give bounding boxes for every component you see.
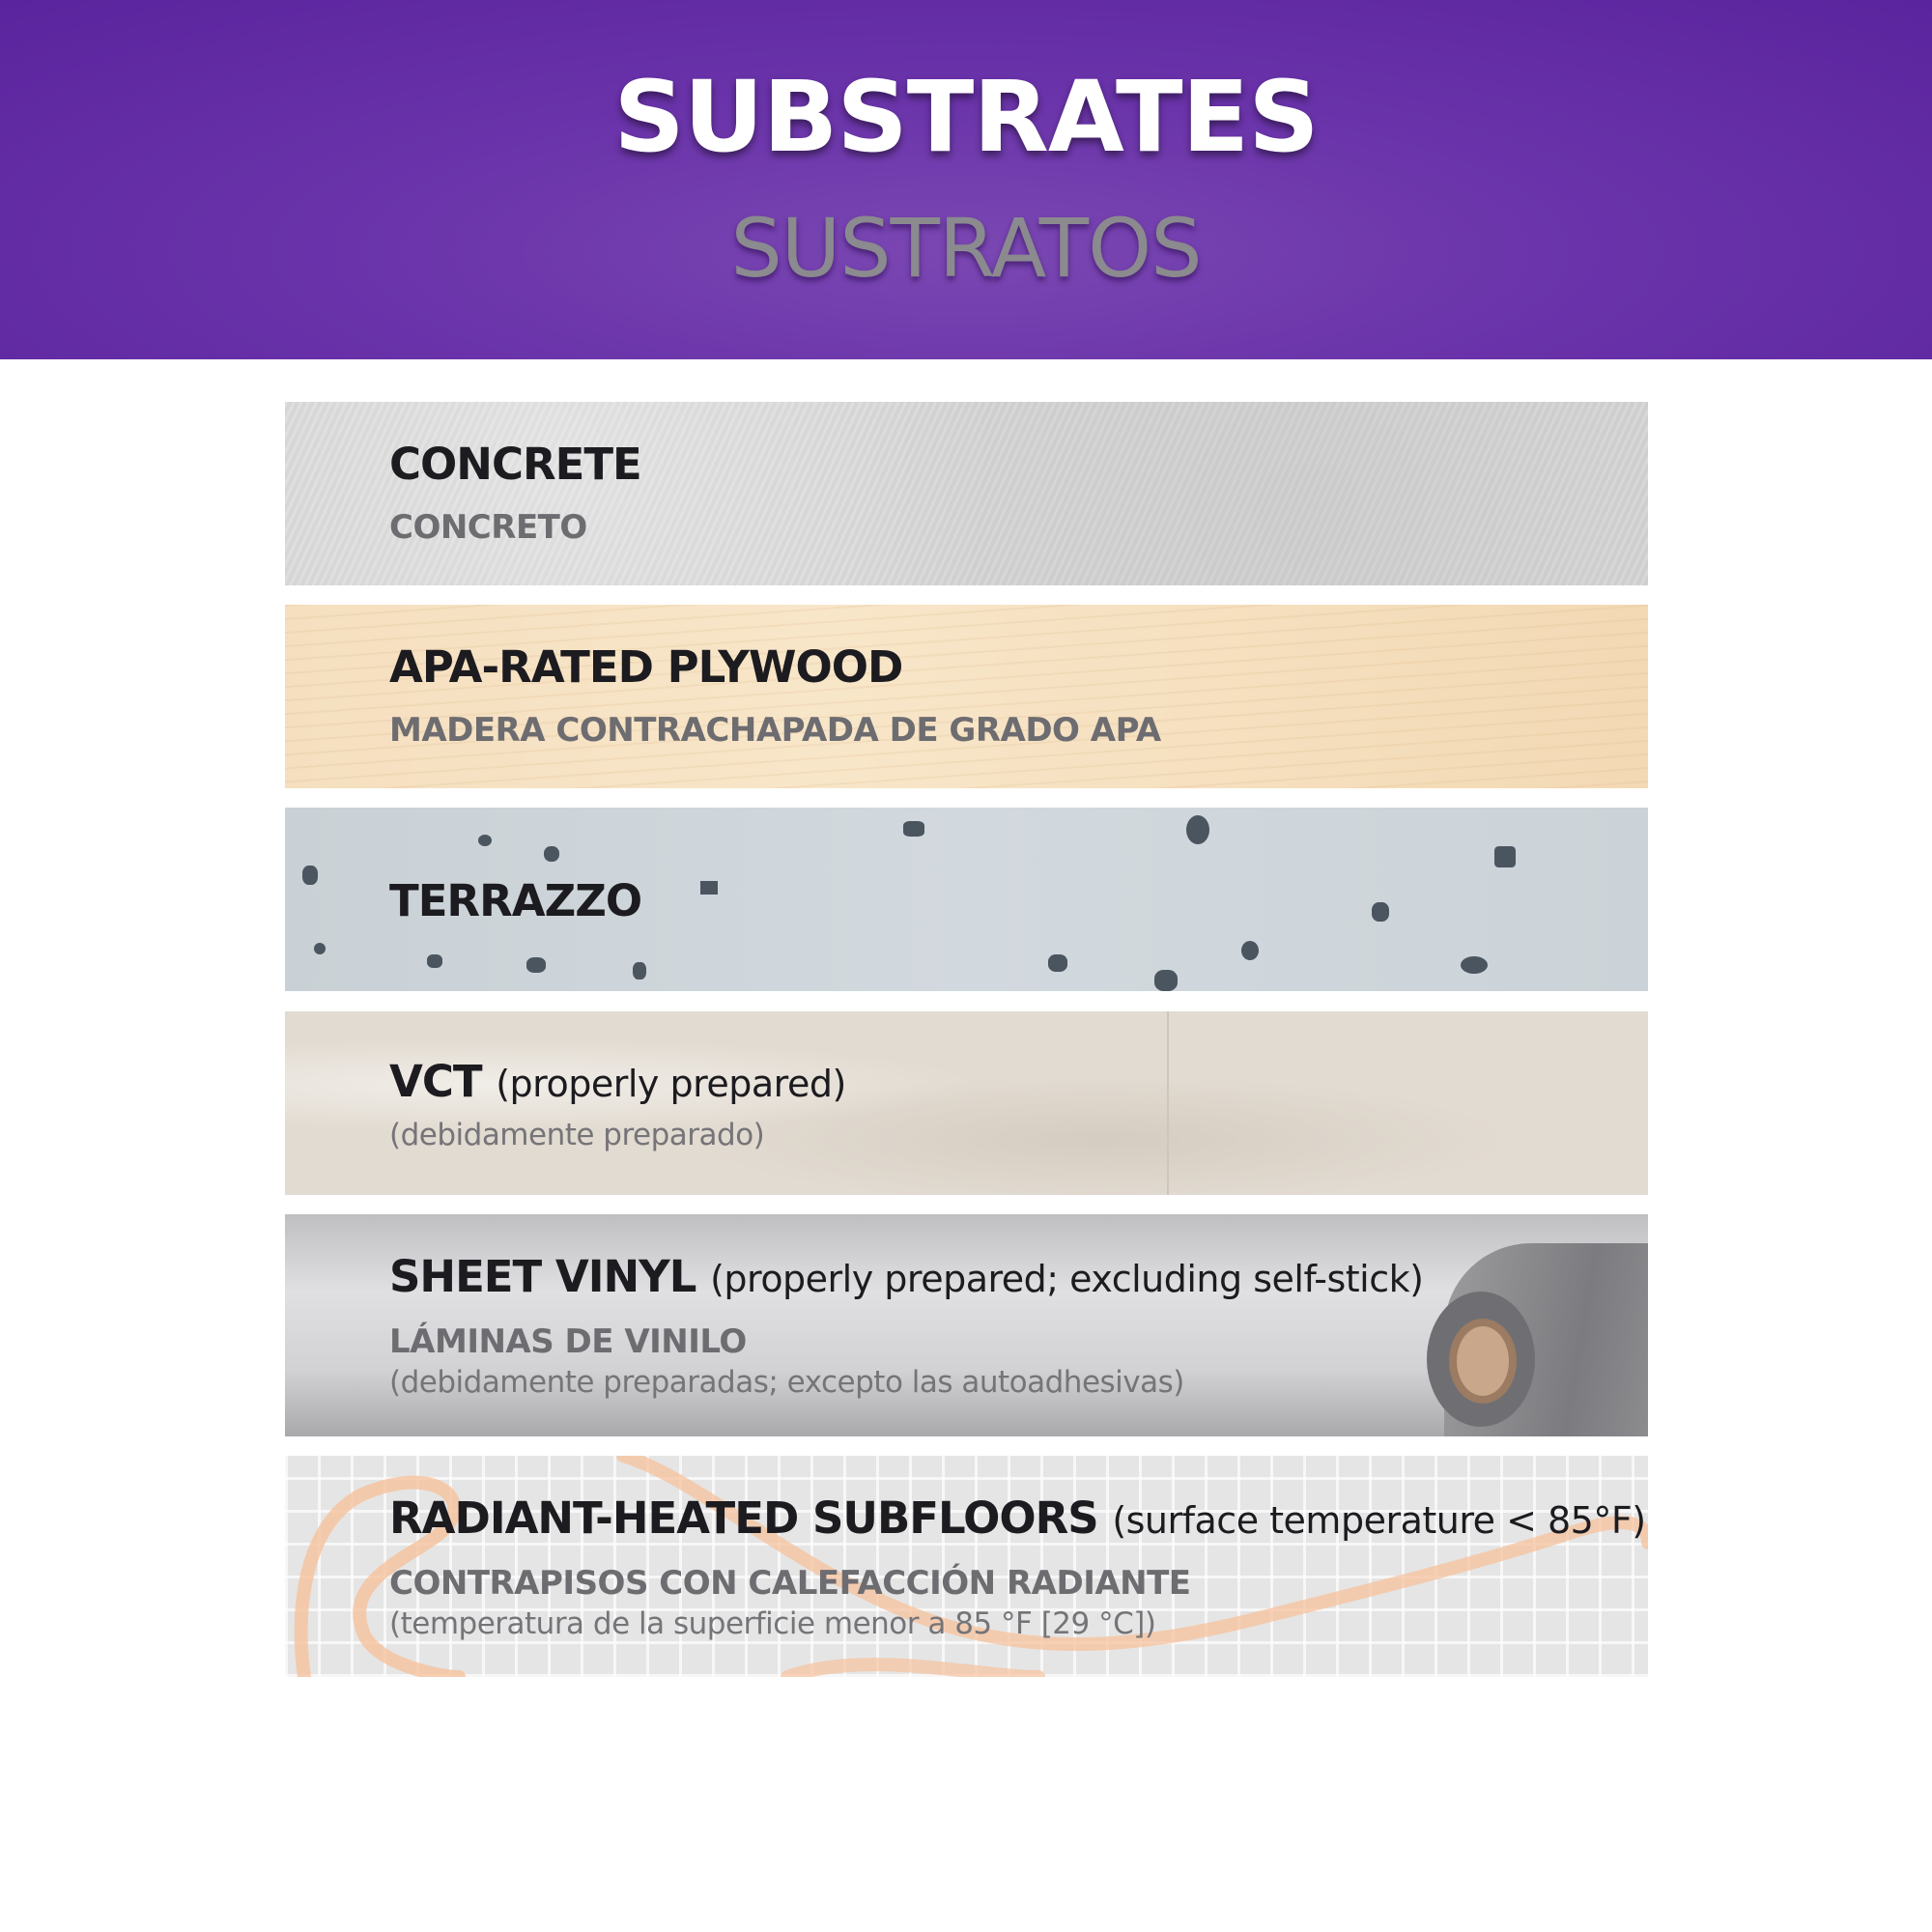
terrazzo-chip [427,954,442,968]
substrate-title: CONCRETE [389,439,641,490]
terrazzo-chip [700,881,718,895]
substrate-title-es: CONTRAPISOS CON CALEFACCIÓN RADIANTE [389,1564,1191,1603]
terrazzo-chip [526,957,546,973]
substrate-note-es: (debidamente preparado) [389,1118,765,1152]
terrazzo-chip [544,846,559,862]
substrate-note: (surface temperature < 85°F) [1112,1499,1646,1542]
terrazzo-chip [1461,956,1488,974]
terrazzo-chip [1186,815,1209,844]
substrate-title-es: LÁMINAS DE VINILO [389,1322,747,1361]
substrate-note-es: (debidamente preparadas; excepto las autoadhesivas) [389,1365,1184,1400]
terrazzo-chip [478,835,492,846]
terrazzo-chip [1494,846,1516,867]
terrazzo-chip [1048,954,1067,972]
substrate-name: SHEET VINYL [389,1251,696,1302]
substrate-radiant-heated [285,1456,1648,1677]
substrate-plywood [285,605,1648,788]
substrate-title: APA-RATED PLYWOOD [389,641,903,693]
substrate-title [389,1492,1646,1544]
terrazzo-chip [1241,941,1259,960]
substrate-terrazzo [285,808,1648,991]
substrate-title: TERRAZZO [389,875,642,926]
substrate-title-es: CONCRETO [389,508,587,547]
substrate-title [389,1251,1423,1302]
terrazzo-chip [314,943,326,954]
substrate-concrete [285,402,1648,585]
page-title: SUBSTRATES [613,60,1319,175]
substrate-note: (properly prepared; excluding self-stick) [710,1258,1424,1300]
substrate-title-es: MADERA CONTRACHAPADA DE GRADO APA [389,711,1161,750]
page-subtitle: SUSTRATOS [730,201,1202,296]
terrazzo-chip [633,962,646,980]
terrazzo-chip [1154,970,1178,991]
terrazzo-chip [302,866,318,885]
substrate-sheet-vinyl [285,1214,1648,1436]
vinyl-roll-core [1449,1319,1517,1404]
terrazzo-chip [1372,902,1389,922]
substrate-note: (properly prepared) [496,1063,846,1105]
terrazzo-chip [903,821,924,837]
substrate-title [389,1056,846,1107]
header-banner [0,0,1932,359]
substrate-name: VCT [389,1056,482,1107]
substrate-vct [285,1011,1648,1195]
substrate-name: RADIANT-HEATED SUBFLOORS [389,1492,1098,1544]
substrate-note-es: (temperatura de la superficie menor a 85 °F [29 °C]) [389,1606,1156,1641]
tile-seam [1167,1011,1169,1195]
